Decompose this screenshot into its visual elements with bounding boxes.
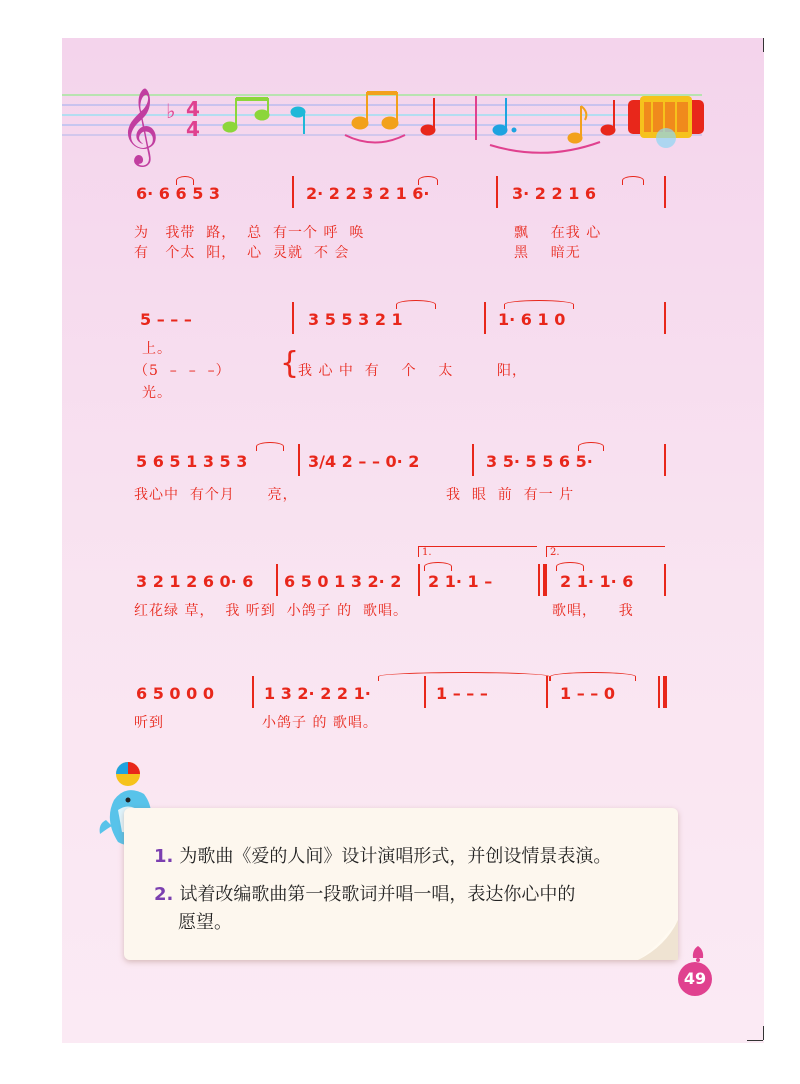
svg-text:4: 4 [186,97,200,121]
lyric-line: 我 心 中 有 个 太 阳， [298,363,528,379]
lyric-line: 红花绿 草， 我 听到 小鸽子 的 歌唱。 [134,603,409,619]
barline [664,444,666,476]
notes-measure: 1· 6 1 0 [498,310,566,329]
tie-mark [556,562,584,571]
volta-label: 2. [550,547,560,558]
exercise-card [124,808,678,960]
barline [298,444,300,476]
lyric-line: 上。 [142,341,172,357]
notes-measure: 1 – – 0 [560,684,615,703]
page-number: 49 [678,962,712,996]
notes-measure: 5 – – – [140,310,192,329]
repeat-barline [538,564,540,596]
tie-mark [622,176,644,185]
svg-text:4: 4 [186,117,200,141]
tie-mark [424,562,452,571]
lyric-line: 黑 暗无 [514,245,581,261]
volta-bracket [418,546,537,557]
notes-measure: 2 1· 1· 6 [560,572,634,591]
lyric-line: 听到 [134,715,164,731]
notes-measure: 3/4 2 – – 0· 2 [308,452,420,471]
bell-icon [688,944,708,964]
exercise-item [178,908,232,934]
notes-measure: 6· 6 6 5 3 [136,184,221,203]
lyric-line: 小鸽子 的 歌唱。 [262,715,378,731]
tie-mark [176,176,194,185]
exercise-item [154,880,575,906]
tie-mark [550,672,636,681]
exercise-text: 愿望。 [178,912,232,933]
barline [472,444,474,476]
barline [664,302,666,334]
final-barline [663,676,667,708]
page-curl-icon [626,920,678,960]
notes-measure: 3 2 1 2 6 0· 6 [136,572,254,591]
volta-bracket [546,546,665,557]
notes-measure: 3· 2 2 1 6 [512,184,597,203]
notes-measure: 2· 2 2 3 2 1 6· [306,184,430,203]
notes-measure: 3 5· 5 5 6 5· [486,452,593,471]
barline [418,564,420,596]
final-barline [658,676,660,708]
svg-text:♭: ♭ [166,99,176,123]
notes-measure: 2 1· 1 – [428,572,493,591]
lyric-line: 我 眼 前 有一 片 [446,487,575,503]
lyric-line: 有 个太 阳， 心 灵就 不 会 [134,245,350,261]
exercise-number: 2. [154,884,174,905]
lyric-line: （5 – – –） [134,363,231,379]
exercise-text: 试着改编歌曲第一段歌词并唱一唱，表达你心中的 [179,884,576,905]
barline [484,302,486,334]
volta-label: 1. [422,547,432,558]
notes-measure: 6 5 0 1 3 2· 2 [284,572,402,591]
exercise-text: 为歌曲《爱的人间》设计演唱形式，并创设情景表演。 [179,846,612,867]
lyric-line: 为 我带 路， 总 有一个 呼 唤 [134,225,365,241]
barline [496,176,498,208]
lyric-line: 飘 在我 心 [514,225,602,241]
lyric-line: 歌唱， 我 [552,603,634,619]
tie-mark [504,300,574,309]
barline [292,302,294,334]
tie-mark [378,672,550,681]
barline [664,176,666,208]
brace: { [280,346,300,381]
exercise-item [154,842,611,868]
barline [252,676,254,708]
barline [664,564,666,596]
lyric-line: 我心中 有个月 亮， [134,487,298,503]
notes-measure: 5 6 5 1 3 5 3 [136,452,248,471]
lyric-line: 光。 [142,385,172,401]
tie-mark [578,442,604,451]
barline [276,564,278,596]
notes-measure: 1 – – – [436,684,488,703]
tie-mark [418,176,438,185]
notes-measure: 3 5 5 3 2 1 [308,310,403,329]
svg-text:𝄞: 𝄞 [120,87,160,164]
repeat-barline [543,564,547,596]
tie-mark [256,442,284,451]
notes-measure: 6 5 0 0 0 [136,684,214,703]
notes-measure: 1 3 2· 2 2 1· [264,684,371,703]
exercise-number: 1. [154,846,174,867]
tie-mark [396,300,436,309]
barline [292,176,294,208]
